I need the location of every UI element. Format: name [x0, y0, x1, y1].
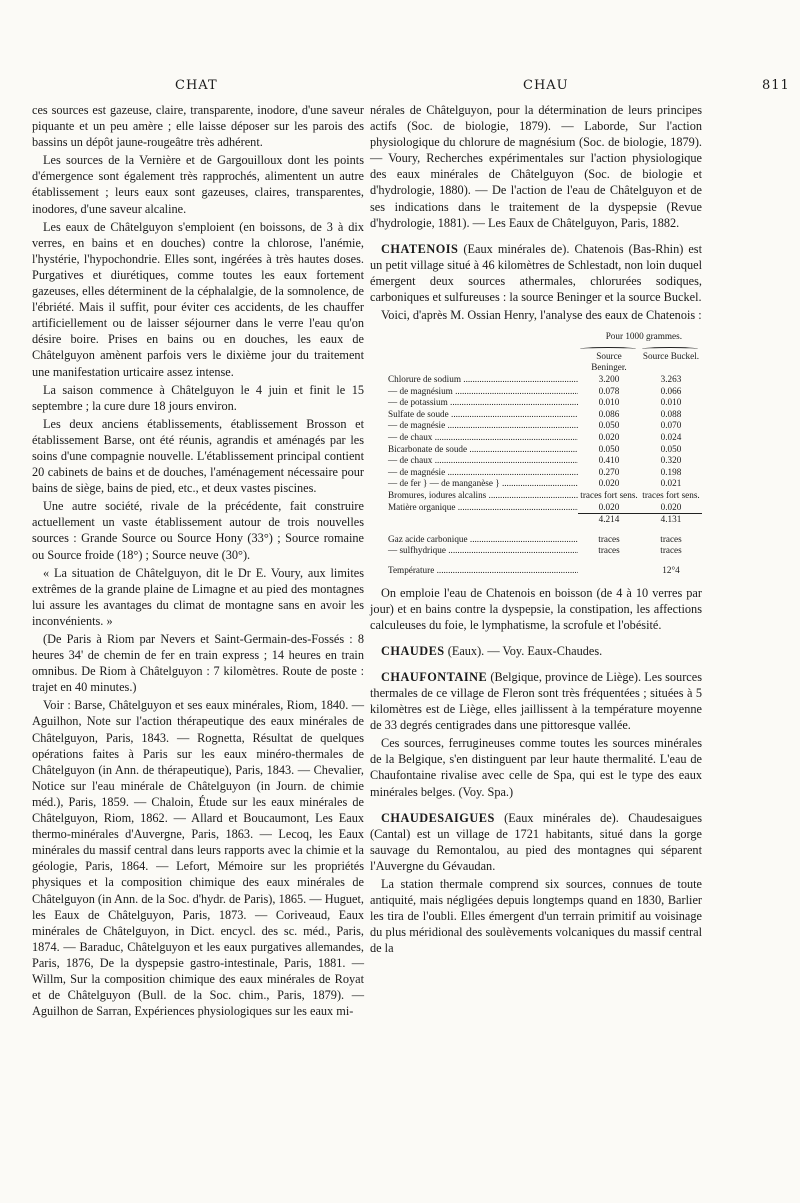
value-beninger: 0.410	[578, 455, 640, 467]
paragraph: Les eaux de Châtelguyon s'emploient (en boissons, de 3 à dix verres, en bains et en douches) contre la chlorose, l'anémie, l'hystérie, l'hypochondrie. Elles sont, ingérées à très hautes doses. Purgatives et diurétiques, comme toutes les eaux fortement gazeuses, elles déterminent de la céphalalgie, de la somnolence, de l'ébriété. Mais il suffit, pour éviter ces accidents, de les chauffer artificiellement ou de laisser séjourner dans le verre l'eau qu'on désire boire. Prises en bains ou en douches, les eaux de Châtelguyon amènent parfois vers le dixième jour du traitement une manifestation urticaire assez intense.	[32, 219, 364, 379]
entry-text: (Eaux minérales de). Chatenois (Bas-Rhin) est un petit village situé à 46 kilomètres de Schlestadt, non loin duquel émergent deux sources athermales, chlorurées sodiques, carboniques et sulfureuses : la source Beninger et la source Buckel.	[370, 241, 702, 305]
gas-body	[370, 534, 702, 557]
table-row	[370, 420, 702, 432]
bibliography: Voir : Barse, Châtelguyon et ses eaux minérales, Riom, 1840. — Aguilhon, Note sur l'action thérapeutique des eaux minérales de Châtelguyon, Paris, 1843. — Rognetta, Résultat de quelques opérations faites à Paris sur les eaux minéro-thermales de Châtelguyon (in Ann. de thérapeutique), Paris, 1843. — Chevalier, Notice sur l'eau minérale de Châtelguyon (in Journ. de chimie méd.), Paris, 1859. — Chaloin, Étude sur les eaux minérales de Châtelguyon, Riom, 1862. — Allard et Boucaumont, Les Eaux thermo-minérales d'Auvergne, Paris, 1863. — Lecoq, les Eaux minérales du massif central dans leurs rapports avec la chimie et la géologie, Paris, 1864. — Lefort, Mémoire sur les propriétés physiques et la composition chimique des eaux minérales de Châtelguyon (in Ann. de la Soc. d'hydr. de Paris), 1865. — Huguet, les Eaux de Châtelguyon, Paris, 1873. — Coriveaud, Eaux minérales de Châtelguyon, in Dict. encycl. des sc. méd., Paris, 1874. — Baraduc, Châtelguyon et les eaux purgatives allemandes, Paris, 1876, De la dyspepsie gastro-intestinale, Paris, 1881. — Willm, Sur la composition chimique des eaux minérales de Royat et de Châtelguyon (Bull. de la Soc. chim., Paris, 1879). — Aguilhon de Sarran, Expériences physiologiques sur les eaux mi-	[32, 698, 364, 1019]
entry-text: (Eaux minérales de). Chaudesaigues (Cantal) est un village de 1721 habitants, situé dans la gorge sauvage du Remontalou, au pied des montagnes qui séparent l'Auvergne du Gévaudan.	[370, 810, 702, 873]
row-label: — sulfhydrique .....	[370, 545, 578, 557]
value-beninger: traces	[578, 534, 640, 546]
value-beninger: 0.050	[578, 420, 640, 432]
row-label: Température .....	[370, 565, 578, 577]
value-beninger: traces	[578, 545, 640, 557]
paragraph: Ces sources, ferrugineuses comme toutes les sources minérales de la Belgique, s'en distinguent par leur haute thermalité. L'eau de Chaufontaine rivalise avec celle de Spa, qui est le type des eaux minérales belges. (Voy. Spa.)	[370, 736, 702, 799]
paragraph: (De Paris à Riom par Nevers et Saint-Germain-des-Fossés : 8 heures 34' de chemin de fer en train express ; 14 heures en train omnibus. De Riom à Châtelguyon : 7 kilomètres. Route de poste : trajet en 40 minutes.)	[32, 632, 364, 695]
value-buckel: 0.066	[640, 386, 702, 398]
paragraph: Voici, d'après M. Ossian Henry, l'analyse des eaux de Chatenois :	[381, 308, 702, 323]
table-row	[370, 386, 702, 398]
entry-chaudes	[370, 643, 702, 659]
table-row	[370, 478, 702, 490]
value-beninger: traces fort sens.	[578, 490, 640, 502]
row-label: Sulfate de soude .....	[370, 409, 578, 421]
table-total-row	[370, 513, 702, 526]
paragraph: Les deux anciens établissements, établissement Brosson et établissement Barse, ont été réunis, agrandis et aménagés par les soins d'une compagnie nouvelle. L'établissement principal contient 20 cabinets de bains et de douches, l'aménagement nécessaire pour bains de siège, bains de pied, etc., et deux vastes piscines.	[32, 416, 364, 496]
paragraph: ces sources est gazeuse, claire, transparente, inodore, d'une saveur piquante et un peu amère ; elle laisse déposer sur les parois des bassins un dépôt jaune-rougeâtre très adhérent.	[32, 103, 364, 150]
entry-text: (Belgique, province de Liège). Les sources thermales de ce village de Fleron sont très fréquentées ; situées à 5 kilomètres est de Liège, elles jaillissent à la température moyenne de 33 degrés centigrades dans une pittoresque vallée.	[370, 669, 703, 733]
table-row	[370, 467, 702, 479]
row-label: — de magnésium .....	[370, 386, 578, 398]
paragraph: « La situation de Châtelguyon, dit le Dr E. Voury, aux limites extrêmes de la grande plaine de Limagne et au pied des montagnes lui assure les avantages du climat de montagne sans en avoir les inconvénients. »	[32, 565, 364, 628]
value-beninger: 0.078	[578, 386, 640, 398]
value-buckel: traces	[640, 545, 702, 557]
value-beninger: 0.010	[578, 397, 640, 409]
paragraph: On emploie l'eau de Chatenois en boisson (de 4 à 10 verres par jour) et en bains contre la dyspepsie, la constipation, les affections calculeuses du foie, le lymphatisme, la scrofule et l'obésité.	[370, 585, 702, 632]
headword: CHAUFONTAINE	[381, 669, 488, 684]
table-row	[370, 534, 702, 546]
right-column	[370, 102, 702, 958]
row-label: — de chaux .....	[370, 432, 578, 444]
row-label: — de magnésie .....	[370, 420, 578, 432]
headword: CHAUDES	[381, 643, 445, 658]
headword: CHATENOIS	[381, 241, 459, 256]
table-row	[370, 397, 702, 409]
value-beninger: 3.200	[578, 374, 640, 386]
table-row	[370, 444, 702, 456]
analysis-table	[370, 331, 702, 576]
paragraph: La saison commence à Châtelguyon le 4 juin et finit le 15 septembre ; la cure dure 18 jours environ.	[32, 382, 364, 413]
paragraph: La station thermale comprend six sources, connues de toute antiquité, mais négligées depuis longtemps quand en 1830, Barlier les tira de l'oubli. Elles émergent d'un terrain primitif au voisinage du plus méridional des soulèvements volcaniques du massif central de la	[370, 877, 702, 956]
table-caption: Pour 1000 grammes.	[605, 331, 682, 342]
headword: CHAUDESAIGUES	[381, 810, 495, 825]
row-label: — de chaux .....	[370, 455, 578, 467]
table-row	[370, 545, 702, 557]
table-header	[370, 351, 702, 374]
value-beninger: 0.086	[578, 409, 640, 421]
entry-text: (Eaux). — Voy. Eaux-Chaudes.	[447, 643, 603, 658]
value-beninger: 0.020	[578, 478, 640, 490]
value-buckel: 0.320	[640, 455, 702, 467]
paragraph: Une autre société, rivale de la précédente, fait construire actuellement un vaste établissement autour de trois nouvelles sources : Grande Source ou Source Hony (33°) ; Source romaine ou Source froide (18°) ; Source neuve (30°).	[32, 499, 364, 562]
value-buckel: 0.050	[640, 444, 702, 456]
running-head-left: CHAT	[175, 78, 218, 93]
value-beninger: 0.020	[578, 432, 640, 444]
row-label: Bicarbonate de soude .....	[370, 444, 578, 456]
table-row	[370, 490, 702, 502]
row-label: Bromures, iodures alcalins .....	[370, 490, 578, 502]
row-label: — de potassium .....	[370, 397, 578, 409]
left-column	[32, 102, 364, 1021]
entry-chaufontaine	[370, 669, 702, 733]
entry-chaudesaigues	[370, 810, 702, 874]
value-beninger: 0.050	[578, 444, 640, 456]
table-body	[370, 374, 702, 513]
row-label: Matière organique .....	[370, 502, 578, 514]
page-number: 811	[762, 78, 790, 93]
temperature-row	[370, 565, 702, 577]
value-buckel: traces	[640, 534, 702, 546]
value-buckel: traces fort sens.	[640, 490, 702, 502]
value-buckel: 0.070	[640, 420, 702, 432]
table-row	[370, 432, 702, 444]
total-beninger: 4.214	[578, 513, 640, 526]
value-buckel: 0.088	[640, 409, 702, 421]
value-buckel: 3.263	[640, 374, 702, 386]
brace	[370, 343, 702, 351]
value-buckel: 0.020	[640, 502, 702, 514]
value-beninger: 0.020	[578, 502, 640, 514]
value-buckel: 0.198	[640, 467, 702, 479]
row-label: Gaz acide carbonique .....	[370, 534, 578, 546]
table-row	[370, 374, 702, 386]
column-header: Source Buckel.	[642, 350, 700, 361]
row-label: Chlorure de sodium .....	[370, 374, 578, 386]
table-row	[370, 455, 702, 467]
value-buckel: 0.010	[640, 397, 702, 409]
value-buckel: 0.021	[640, 478, 702, 490]
bibliography-continued: nérales de Châtelguyon, pour la détermination de leurs principes actifs (Soc. de biologie, 1879). — Laborde, Sur l'action physiologique du chlorure de magnésium (Soc. de biologie, 1879). — Voury, Recherches expérimentales sur l'action physiologique des eaux minérales de Châtelguyon (Soc. de biologie et d'hydrologie, 1880). — De l'action de l'eau de Châtelguyon et de ses indications dans le traitement de la dyspepsie (Revue d'hydrologie, 1881). — Les Eaux de Châtelguyon, Paris, 1882.	[370, 103, 702, 230]
table-row	[370, 409, 702, 421]
entry-chatenois	[370, 241, 702, 305]
value-buckel: 0.024	[640, 432, 702, 444]
row-label: — de magnésie .....	[370, 467, 578, 479]
total-buckel: 4.131	[640, 513, 702, 526]
temperature-value: 12°4	[640, 565, 702, 577]
value-beninger: 0.270	[578, 467, 640, 479]
paragraph: Les sources de la Vernière et de Gargouilloux dont les points d'émergence sont également très rapprochés, alimentent un autre établissement ; leurs eaux sont gazeuses, claires, transparentes, inodores, d'une saveur alcaline.	[32, 153, 364, 216]
table-row	[370, 502, 702, 514]
running-head-right: CHAU	[523, 78, 569, 93]
row-label: — de fer } — de manganèse } .....	[370, 478, 578, 490]
column-header: Source Beninger.	[591, 350, 627, 373]
